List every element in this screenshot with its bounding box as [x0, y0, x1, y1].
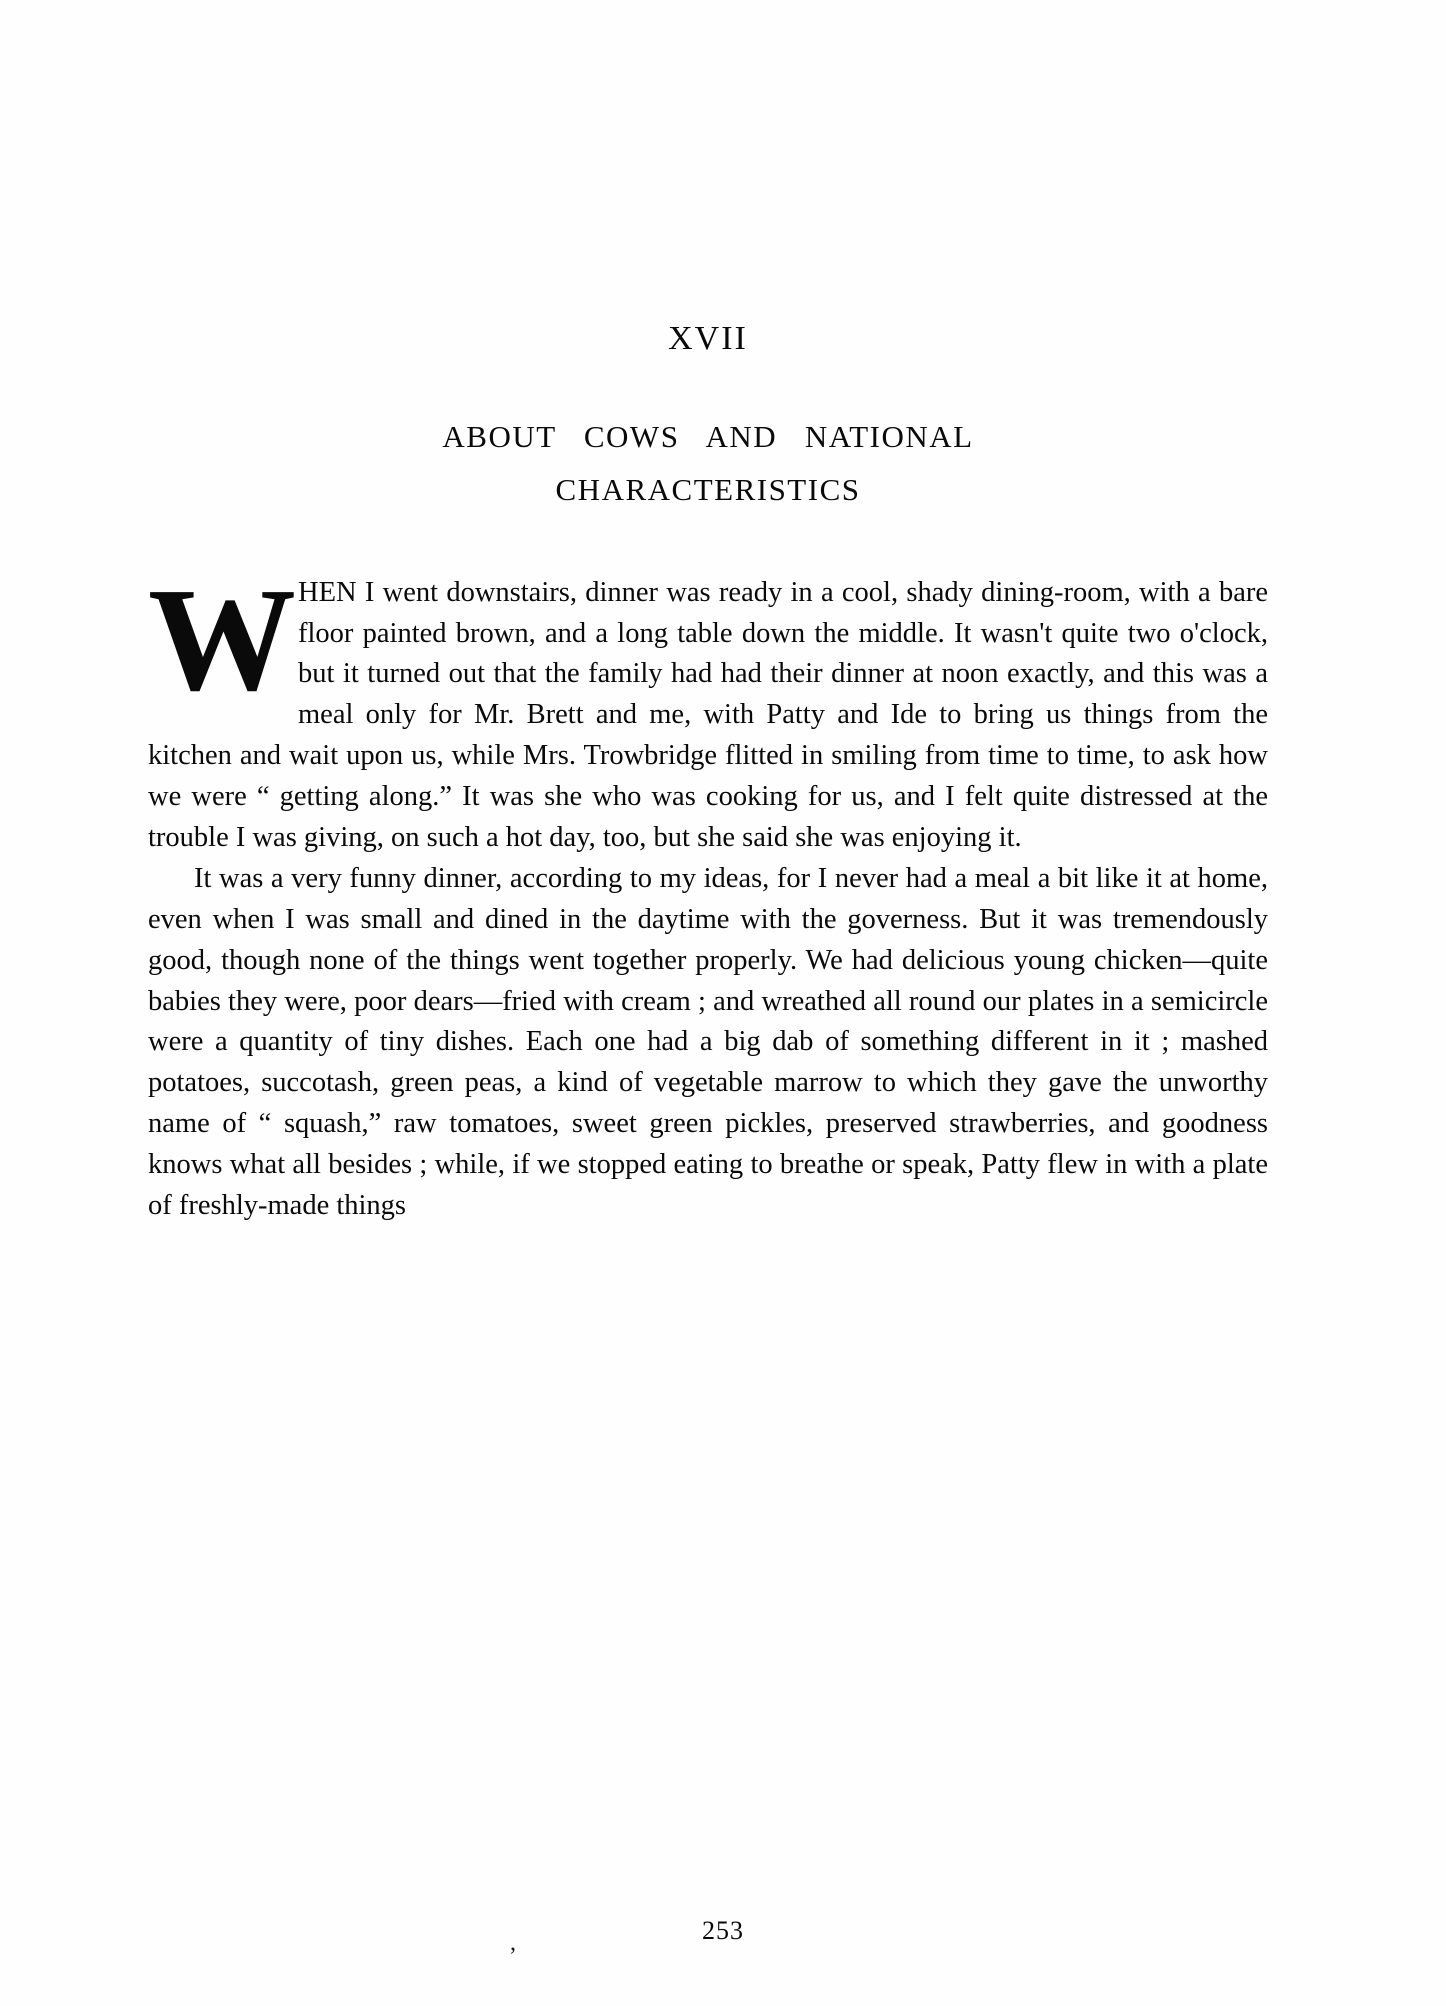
page-content [148, 320, 1268, 1227]
chapter-number: XVII [668, 320, 748, 357]
paragraph-1 [148, 573, 1268, 859]
paragraph-2: It was a very funny dinner, according to my ideas, for I never had a meal a bit like it at home, even when I was small and dined in the daytime with the governess. But it was tremendously good, though none of the things went together properly. We had delicious young chicken—quite babies they were, poor dears—fried with cream ; and wreathed all round our plates in a semicircle were a quantity of tiny dishes. Each one had a big dab of something different in it ; mashed potatoes, succotash, green peas, a kind of vegetable marrow to which they gave the unworthy name of “ squash,” raw tomatoes, sweet green pickles, preserved strawberries, and goodness knows what all besides ; while, if we stopped eating to breathe or speak, Patty flew in with a plate of freshly-made things [148, 862, 1268, 1221]
chapter-title-line-2: CHARACTERISTICS [555, 472, 861, 508]
stray-comma-mark: , [510, 1930, 516, 1956]
drop-cap: W [148, 572, 292, 722]
chapter-title-line-1: ABOUT COWS AND NATIONAL [442, 419, 974, 454]
page-number: 253 [702, 1916, 744, 1945]
paragraph-1-text: HEN I went downstairs, dinner was ready in a cool, shady dining-room, with a bare floor painted brown, and a long table down the middle. It wasn't quite two o'clock, but it turned out that the family had had their dinner at noon exactly, and this was a meal only for Mr. Brett and me, with Patty and Ide to bring us things from the kitchen and wait upon us, while Mrs. Trowbridge flitted in smiling from time to time, to ask how we were “ getting along.” It was she who was cooking for us, and I felt quite distressed at the trouble I was giving, on such a hot day, too, but she said she was enjoying it. [148, 576, 1268, 853]
chapter-title [148, 410, 1268, 517]
body-text [148, 573, 1268, 1227]
